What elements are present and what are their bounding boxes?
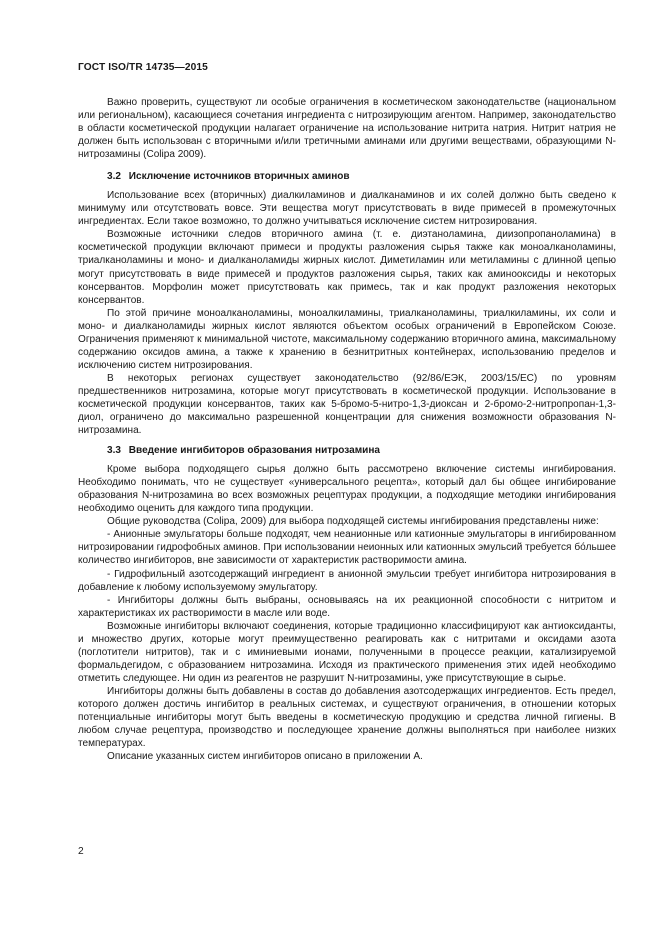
page-number: 2 xyxy=(78,846,84,857)
paragraph: Использование всех (вторичных) диалкиламинов и диалканаминов и их солей должно быть сведено к минимуму или отсутствовать вовсе. Эти вещества могут присутствовать в виде примесей в промежуточных ингредиентах. Если такое возможно, то должно учитываться исключение систем нитрозирования. xyxy=(78,190,616,228)
paragraph: В некоторых регионах существует законодательство (92/86/ЕЭК, 2003/15/ЕС) по уровням предшественников нитрозамина, которые могут присутствовать в косметической продукции. Использование в косметической продукции консервантов, таких как 5-бромо-5-нитро-1,3-диоксан и 2-бромо-2-нитропропан-1,3-диол, ограничено до максимально разрешенной концентрации для снижения возможности образования N-нитрозамина. xyxy=(78,372,616,437)
section-heading-3-2 xyxy=(78,170,616,183)
section-title: Введение ингибиторов образования нитрозамина xyxy=(128,445,381,457)
paragraph: Кроме выбора подходящего сырья должно быть рассмотрено включение системы ингибирования. Необходимо понимать, что не существует «универсального рецепта», который дал бы общее ингибирование образования N-нитрозамина во всех возможных рецептурах продукции, а подходящие методики ингибирования необходимо оценить для каждого типа продукции. xyxy=(78,464,616,515)
intro-paragraph: Важно проверить, существуют ли особые ограничения в косметическом законодательстве (национальном или региональном), касающиеся сочетания ингредиента с нитрозирующим агентом. Например, законодательство в области косметической продукции налагает ограничение на использование нитрита натрия. Нитрит натрия не должен быть использован с вторичными и/или третичными аминами или другими веществами, образующими N-нитрозамины (Colipa 2009). xyxy=(78,97,616,161)
paragraph: Возможные источники следов вторичного амина (т. е. диэтаноламина, диизопропаноламина) в косметической продукции включают примеси и продукты разложения сырья также как моноалканоламины, триалканоламины и моно- и диалканоламиды жирных кислот. Диметиламин или метиламины с длинной цепью могут присутствовать в виде примесей и продуктов разложения сырья, таких как аминооксиды и некоторых консервантов. Морфолин может присутствовать как примесь, так и как продукт разложения некоторых консервантов. xyxy=(78,229,616,306)
paragraph: Возможные ингибиторы включают соединения, которые традиционно классифицируют как антиоксиданты, и множество других, которые могут преимущественно реагировать как с нитритами и оксидами азота (поглотители нитритов), так и с иминиевыми ионами, полученными в процессе реакции, катализируемой формальдегидом, с образованием нитрозамина. Исходя из практического применения этих идей необходимо отметить следующее. Ни один из реагентов не разрушит N-нитрозамины, уже присутствующие в сырье. xyxy=(78,620,616,684)
paragraph: Ингибиторы должны быть добавлены в состав до добавления азотсодержащих ингредиентов. Есть предел, которого должен достичь ингибитор в реальных системах, и существуют ограничения, в отношении которых потенциальные ингибиторы могут быть введены в косметическую продукцию и средства личной гигиены. В любом случае рецептура, производство и последующее хранение должны выполняться при наиболее низких температурах. xyxy=(78,685,616,750)
list-item: - Ингибиторы должны быть выбраны, основываясь на их реакционной способности с нитритом и характеристиках их растворимости в масле или воде. xyxy=(78,594,616,619)
document-body xyxy=(78,96,616,763)
paragraph: По этой причине моноалканоламины, моноалкиламины, триалканоламины, триалкиламины, их соли и моно- и диалканоламиды жирных кислот являются объектом особых ограничений в Европейском Союзе. Ограничения применяют к минимальной чистоте, максимальному содержанию вторичного амина, максимальному содержанию оксидов амина, а также к хранению в безнитритных контейнерах, использованию пределов и исключению систем нитрозирования. xyxy=(78,307,616,371)
paragraph: Описание указанных систем ингибиторов описано в приложении А. xyxy=(107,751,423,763)
list-item: - Гидрофильный азотсодержащий ингредиент в анионной эмульсии требует ингибитора нитрозирования в добавление к любому используемому эмульгатору. xyxy=(78,568,616,593)
section-title: Исключение источников вторичных аминов xyxy=(128,171,350,183)
document-header: ГОСТ ISO/TR 14735—2015 xyxy=(78,62,208,73)
section-heading-3-3 xyxy=(78,444,616,457)
section-number: 3.3 xyxy=(107,445,121,457)
list-item: - Анионные эмульгаторы больше подходят, чем неанионные или катионные эмульгаторы в ингибированном нитрозировании гидрофобных аминов. При использовании неионных или катионных эмульсий требуется бо́льшее количество ингибиторов, вне зависимости от характеристик растворимости амина. xyxy=(78,529,616,567)
paragraph: Общие руководства (Colipa, 2009) для выбора подходящей системы ингибирования представлены ниже: xyxy=(107,516,599,528)
section-number: 3.2 xyxy=(107,171,121,183)
